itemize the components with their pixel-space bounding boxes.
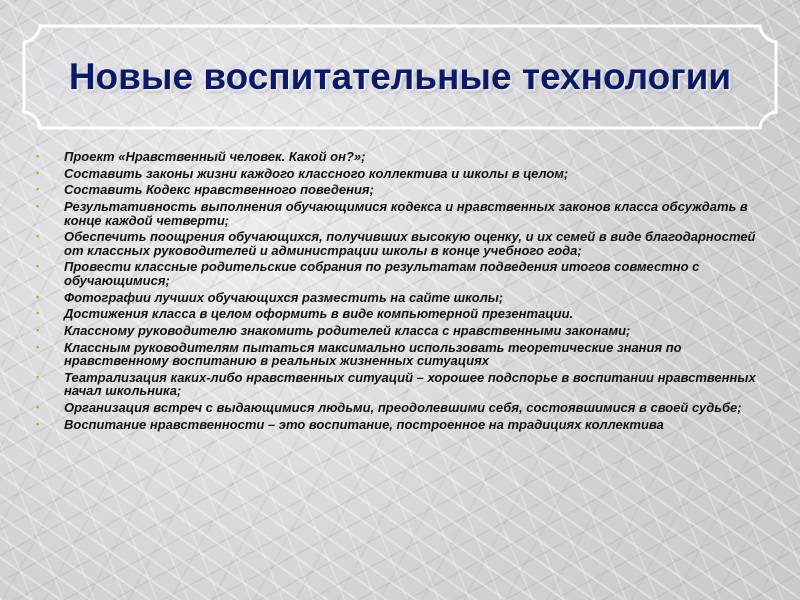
bullet-marker-icon: ▪ bbox=[36, 151, 40, 161]
bullet-item bbox=[36, 260, 766, 287]
bullet-text: Результативность выполнения обучающимися кодекса и нравственных законов класса обсуждать в конце каждой четверти; bbox=[64, 199, 748, 228]
bullet-marker-icon: ▪ bbox=[36, 291, 40, 302]
bullet-item bbox=[36, 150, 766, 164]
bullet-marker-icon: ▪ bbox=[36, 341, 40, 352]
bullet-text: Составить Кодекс нравственного поведения; bbox=[64, 182, 374, 198]
bullet-text: Обеспечить поощрения обучающихся, получивших высокую оценку, и их семей в виде благодарностей от классных руководителей и администрации школы в конце учебного года; bbox=[64, 229, 756, 258]
bullet-marker-icon: ▪ bbox=[36, 261, 40, 272]
bullet-list bbox=[36, 150, 766, 434]
bullet-text: Классному руководителю знакомить родителей класса с нравственными законами; bbox=[64, 323, 631, 338]
bullet-marker-icon: ▪ bbox=[36, 418, 40, 429]
bullet-text: Воспитание нравственности – это воспитание, построенное на традициях коллектива bbox=[64, 416, 664, 432]
bullet-text: Достижения класса в целом оформить в виде компьютерной презентации. bbox=[64, 306, 574, 322]
slide-title: Новые воспитательные технологии bbox=[68, 56, 732, 97]
bullet-item bbox=[36, 291, 766, 305]
bullet-text: Фотографии лучших обучающихся разместить на сайте школы; bbox=[64, 289, 504, 305]
bullet-marker-icon: ▪ bbox=[36, 371, 40, 382]
bullet-marker-icon: ▪ bbox=[36, 231, 40, 242]
bullet-text: Театрализация каких-либо нравственных ситуаций – хорошее подспорье в воспитании нравственных начал школьника; bbox=[64, 369, 756, 399]
bullet-item bbox=[36, 371, 766, 398]
bullet-item bbox=[36, 183, 766, 197]
bullet-item bbox=[36, 324, 766, 338]
bullet-text: Провести классные родительские собрания по результатам подведения итогов совместно с обучающимися; bbox=[64, 259, 700, 288]
bullet-item bbox=[36, 167, 766, 181]
title-frame bbox=[22, 24, 778, 130]
bullet-marker-icon: ▪ bbox=[36, 184, 40, 195]
bullet-item bbox=[36, 230, 766, 257]
bullet-marker-icon: ▪ bbox=[36, 402, 40, 413]
bullet-item bbox=[36, 341, 766, 368]
bullet-item bbox=[36, 200, 766, 227]
bullet-marker-icon: ▪ bbox=[36, 308, 40, 319]
bullet-marker-icon: ▪ bbox=[36, 167, 40, 178]
bullet-text: Классным руководителям пытаться максимально использовать теоретические знания по нравственному воспитанию в реальных жизненных ситуациях bbox=[64, 339, 682, 369]
bullet-text: Проект «Нравственный человек. Какой он?»; bbox=[64, 149, 366, 164]
bullet-item bbox=[36, 418, 766, 432]
bullet-item bbox=[36, 401, 766, 415]
bullet-text: Составить законы жизни каждого классного коллектива и школы в целом; bbox=[64, 165, 569, 181]
bullet-item bbox=[36, 307, 766, 321]
bullet-marker-icon: ▪ bbox=[36, 325, 40, 335]
bullet-marker-icon: ▪ bbox=[36, 201, 40, 212]
bullet-text: Организация встреч с выдающимися людьми, преодолевшими себя, состоявшимися в своей судьбе; bbox=[64, 400, 742, 416]
